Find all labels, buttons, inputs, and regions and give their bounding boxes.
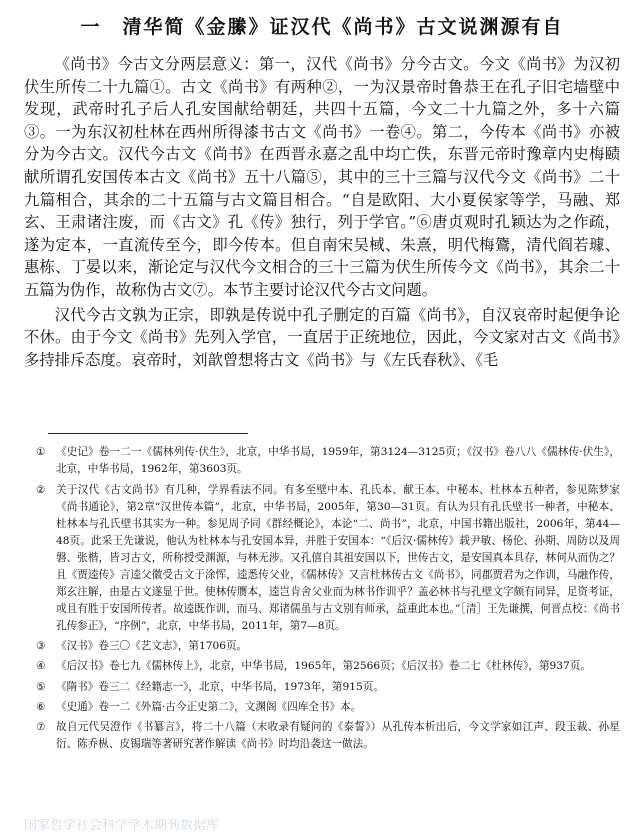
footnote-mark: ③: [36, 640, 46, 653]
footnote-text: 《后汉书》卷七九《儒林传上》，北京，中华书局，1965年，第2566页；《后汉书》卷二七《杜林传》，第937页。: [56, 660, 591, 673]
footnote-mark: ⑤: [36, 680, 46, 693]
footnote-list: [24, 444, 620, 753]
footnote-item: [24, 482, 620, 636]
footnote-item: [24, 699, 620, 716]
footnote-mark: ①: [36, 446, 46, 459]
body-paragraph-1: 《尚书》今古文分两层意义：第一，汉代《尚书》分今古文。今文《尚书》为汉初伏生所传二十九篇①。古文《尚书》有两种②，一为汉景帝时鲁恭王在孔子旧宅墙壁中发现，武帝时孔子后人孔安国献给朝廷，共四十五篇，今文二十九篇之外，多十六篇③。一为东汉初杜林在西州所得漆书古文《尚书》一卷④。第二，今传本《尚书》亦被分为今古文。汉代今古文《尚书》在西晋永嘉之乱中均亡佚，东晋元帝时豫章内史梅赜献所谓孔安国传本古文《尚书》五十八篇⑤，其中的三十三篇与汉代今文《尚书》二十九篇相合，其余的二十五篇与古文篇目相合。“自是欧阳、大小夏侯家等学，马融、郑玄、王肃诸注废，而《古文》孔《传》独行，列于学官。”⑥唐贞观时孔颖达为之作疏，遂为定本，一直流传至今，即今传本。但自南宋吴棫、朱熹，明代梅鷟，清代阎若璩、惠栋、丁晏以来，渐论定与汉代今文相合的三十三篇为伏生所传今文《尚书》，其余二十五篇为伪作，故称伪古文⑦。本节主要讨论汉代今古文问题。: [24, 55, 620, 299]
footnote-text: 故自元代吴澄作《书纂言》，将二十八篇（末收录有疑问的《泰誓》）从孔传本析出后，今文学家如江声、段玉裁、孙星衍、陈乔枞、皮锡瑞等著研究著作解读《尚书》时均沿袭这一做法。: [56, 720, 620, 750]
body-paragraph-2: 汉代今古文孰为正宗，即孰是传说中孔子删定的百篇《尚书》，自汉哀帝时起便争论不休。由于今文《尚书》先列入学官，一直居于正统地位，因此，今文家对古文《尚书》多持排斥态度。哀帝时，刘歆曾想将古文《尚书》与《左氏春秋》、《毛: [24, 305, 620, 369]
footnote-mark: ⑦: [36, 720, 46, 733]
footnote-text: 《隋书》卷三二《经籍志一》，北京，中华书局，1973年，第915页。: [56, 680, 384, 693]
section-title: 一 清华简《金縢》证汉代《尚书》古文说渊源有自: [80, 16, 564, 38]
footnote-mark: ⑥: [36, 700, 46, 713]
footnote-mark: ④: [36, 660, 46, 673]
footnote-text: 关于汉代《古文尚书》有几种，学界看法不同。有多至壁中本、孔氏本、献王本、中秘本、杜林本五种者，参见陈梦家《尚书通论》，第2章“汉世传本篇”，北京，中华书局，2005年，第30—31页。有认为只有孔氏壁书一种者，中秘本、杜林本与孔氏壁书其实为一种。参见周予同《群经概论》，本论“二、尚书”，北京，中国书籍出版社，2006年，第44—48页。此采王先谦说，他认为杜林本与孔安国本异，并胜于安国本：“《后汉·儒林传》载尹敏、杨伦、孙期、周防以及周磐、张楷，皆习古文，所称授受渊源，与林无涉。又孔僖自其祖安国以下，世传古文，是安国真本具存，林何从而伪之？且《贾逵传》言逵父徽受古文于涂恽，逵悉传父业，《儒林传》又言杜林传古文《尚书》，同郡贾君为之作训，马融作传，郑玄注解，由是古文遂显于世。使林传赝本，逵岂肯舍父业而为林书作训乎？盖必林书与孔壁文字颇有同异，足资考证，或且有胜于安国所传者。故逵既作训，而马、郑诸儒虽与古文别有师承，益重此本也。”［清］王先谦撰，何晋点校：《尚书孔传参正》，“序例”，北京，中华书局，2011年，第7—8页。: [56, 483, 620, 633]
footnote-item: [24, 679, 620, 696]
footnote-item: [24, 658, 620, 675]
footnote-mark: ②: [36, 483, 46, 496]
footnote-text: 《汉书》卷三〇《艺文志》，第1706页。: [56, 640, 248, 653]
footnote-item: [24, 719, 620, 753]
footnote-text: 《史通》卷一二《外篇·古今正史第二》，文渊阁《四库全书》本。: [56, 700, 362, 713]
footnote-item: [24, 638, 620, 655]
footnote-text: 《史记》卷一二一《儒林列传·伏生》，北京，中华书局，1959年，第3124—3125页；《汉书》卷八八《儒林传·伏生》，北京，中华书局，1962年，第3603页。: [56, 446, 620, 476]
footnote-item: [24, 444, 620, 478]
watermark: 国家哲学社会科学学术期刊数据库: [24, 819, 220, 833]
footnote-divider: [48, 433, 248, 434]
